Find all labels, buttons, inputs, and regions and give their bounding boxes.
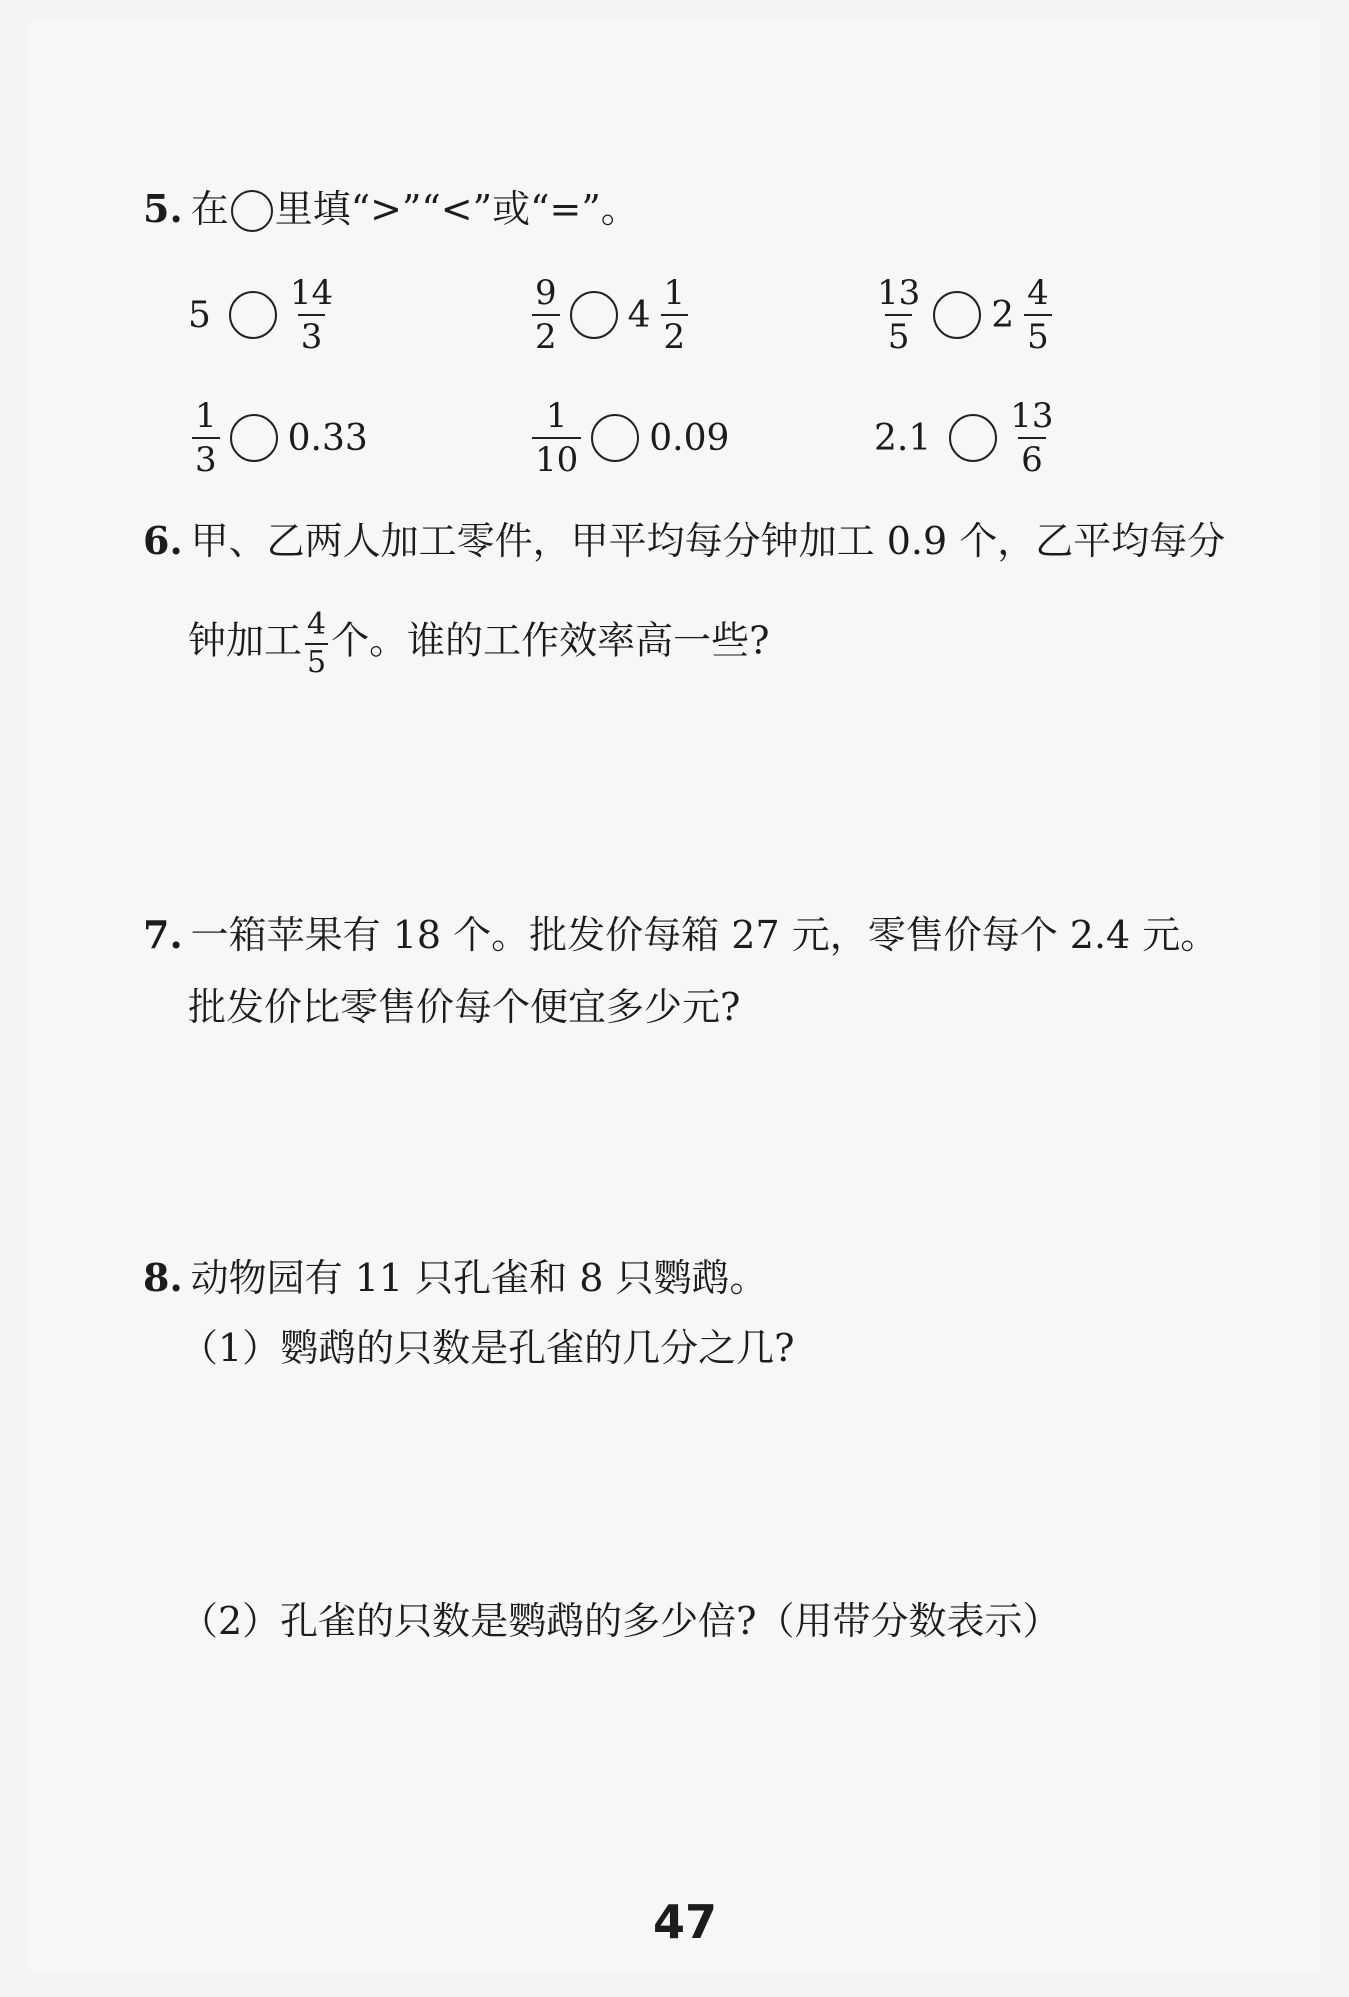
answer-circle[interactable]	[933, 291, 981, 339]
denominator: 2	[661, 314, 689, 354]
question-8-sub-2: （2）孔雀的只数是鹦鹉的多少倍?（用带分数表示）	[180, 1599, 1061, 1643]
numerator: 1	[663, 273, 686, 313]
left-whole: 2.1	[874, 417, 932, 459]
question-number: 6.	[143, 518, 183, 563]
answer-circle[interactable]	[570, 291, 618, 339]
answer-circle[interactable]	[229, 291, 277, 339]
question-number: 7.	[143, 912, 183, 957]
question-5-heading	[143, 186, 639, 232]
question-text: 一箱苹果有 18 个。批发价每箱 27 元，零售价每个 2.4 元。	[190, 913, 1219, 957]
denominator: 3	[298, 314, 326, 354]
question-text: 在	[190, 187, 229, 231]
question-text: 里填“>”“<”或“=”。	[274, 187, 639, 231]
question-7-heading	[143, 912, 1218, 958]
question-7-line-2: 批发价比零售价每个便宜多少元?	[188, 985, 741, 1029]
inline-fraction	[305, 607, 328, 680]
question-text: 钟加工	[188, 618, 303, 663]
right-fraction	[287, 273, 336, 357]
comparison-item-5	[532, 388, 729, 488]
denominator: 3	[192, 437, 220, 477]
right-whole: 2	[991, 294, 1015, 336]
left-whole: 5	[188, 294, 211, 336]
comparison-item-1	[188, 265, 336, 365]
answer-circle[interactable]	[949, 414, 997, 462]
left-fraction	[532, 273, 560, 357]
question-8-sub-1: （1）鹦鹉的只数是孔雀的几分之几?	[180, 1326, 795, 1370]
left-fraction	[874, 273, 923, 357]
comparison-item-4	[192, 388, 368, 488]
answer-circle[interactable]	[230, 414, 278, 462]
question-8-heading	[143, 1255, 768, 1301]
right-value: 0.09	[649, 417, 730, 459]
comparison-item-3	[874, 265, 1052, 365]
question-number: 8.	[143, 1255, 183, 1300]
denominator: 6	[1018, 437, 1046, 477]
right-value: 0.33	[287, 417, 368, 459]
comparison-item-2	[532, 265, 688, 365]
question-text: 甲、乙两人加工零件，甲平均每分钟加工 0.9 个，乙平均每分	[190, 519, 1226, 563]
answer-circle[interactable]	[591, 414, 639, 462]
denominator: 10	[532, 437, 581, 477]
numerator: 4	[307, 607, 327, 642]
denominator: 5	[307, 645, 327, 680]
comparison-item-6	[874, 388, 1057, 488]
circle-symbol-icon	[231, 190, 273, 232]
numerator: 9	[535, 273, 557, 313]
question-text: 动物园有 11 只孔雀和 8 只鹦鹉。	[190, 1256, 768, 1300]
denominator: 5	[885, 314, 913, 354]
right-fraction	[1024, 273, 1052, 357]
right-fraction	[661, 273, 689, 357]
question-text: 个。谁的工作效率高一些?	[331, 618, 770, 663]
question-number: 5.	[143, 186, 183, 231]
right-whole: 4	[627, 294, 651, 336]
right-fraction	[1007, 396, 1056, 480]
numerator: 4	[1027, 273, 1049, 313]
left-fraction	[192, 396, 220, 480]
question-6-line-2	[188, 607, 770, 680]
question-6-heading	[143, 518, 1225, 564]
denominator: 5	[1024, 314, 1052, 354]
numerator: 1	[545, 396, 568, 436]
numerator: 1	[195, 396, 217, 436]
page-number: 47	[652, 1895, 717, 1949]
denominator: 2	[532, 314, 560, 354]
numerator: 13	[1010, 396, 1054, 436]
left-fraction	[532, 396, 581, 480]
numerator: 14	[289, 273, 334, 313]
numerator: 13	[877, 273, 921, 313]
